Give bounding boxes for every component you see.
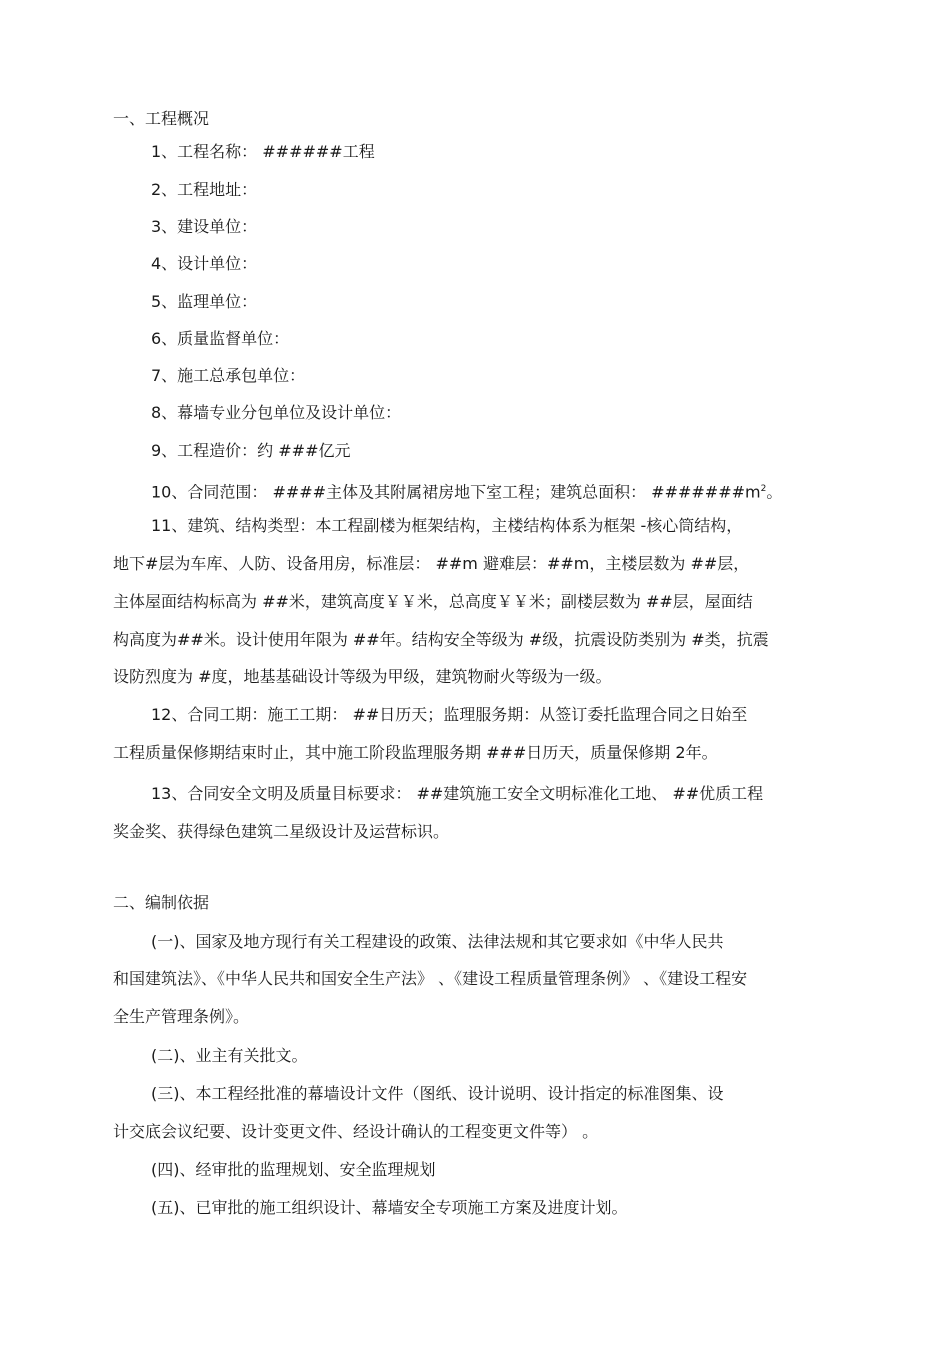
section-heading-overview: 一、工程概况 [113, 109, 210, 128]
item-design-unit: 4、设计单位： [151, 254, 258, 273]
basis-item-3-line-2: 计交底会议纪要、设计变更文件、经设计确认的工程变更文件等） 。 [113, 1122, 599, 1141]
item-contract-scope [151, 479, 782, 502]
contract-scope-text: 10、合同范围： ####主体及其附属裙房地下室工程；建筑总面积： #######m [151, 482, 761, 502]
basis-item-1-line-2: 和国建筑法》、《中华人民共和国安全生产法》 、《建设工程质量管理条例》 、《建设工程安 [113, 969, 748, 988]
section-heading-basis: 二、编制依据 [113, 893, 210, 912]
item-owner-unit: 3、建设单位： [151, 217, 258, 236]
basis-item-1-line-1: (一)、国家及地方现行有关工程建设的政策、法律法规和其它要求如《中华人民共 [151, 932, 724, 951]
item-structure-type-line-3: 主体屋面结构标高为 ##米，建筑高度￥￥米，总高度￥￥米；副楼层数为 ##层，屋面结 [113, 592, 753, 611]
basis-item-1-line-3: 全生产管理条例》。 [113, 1007, 250, 1026]
item-contract-period-line-1: 12、合同工期：施工工期： ##日历天；监理服务期：从签订委托监理合同之日始至 [151, 705, 748, 724]
item-safety-quality-goals-line-2: 奖金奖、获得绿色建筑二星级设计及运营标识。 [113, 822, 450, 841]
contract-scope-tail: 。 [766, 482, 783, 502]
item-project-cost: 9、工程造价：约 ###亿元 [151, 441, 351, 460]
item-project-address: 2、工程地址： [151, 180, 258, 199]
item-general-contractor: 7、施工总承包单位： [151, 366, 306, 385]
item-structure-type-line-4: 构高度为##米。设计使用年限为 ##年。结构安全等级为 #级，抗震设防类别为 #类，抗震 [113, 630, 769, 649]
basis-item-2: (二)、业主有关批文。 [151, 1046, 308, 1065]
item-structure-type-line-1: 11、建筑、结构类型：本工程副楼为框架结构，主楼结构体系为框架 -核心筒结构， [151, 516, 743, 535]
basis-item-4: (四)、经审批的监理规划、安全监理规划 [151, 1160, 436, 1179]
area-unit-superscript: 2 [760, 484, 767, 494]
item-project-name: 1、工程名称： ######工程 [151, 142, 375, 161]
item-structure-type-line-2: 地下#层为车库、人防、设备用房，标准层： ##m 避难层：##m，主楼层数为 ##层， [113, 554, 750, 573]
item-contract-period-line-2: 工程质量保修期结束时止，其中施工阶段监理服务期 ###日历天，质量保修期 2年。 [113, 743, 718, 762]
basis-item-5: (五)、已审批的施工组织设计、幕墙安全专项施工方案及进度计划。 [151, 1198, 628, 1217]
item-quality-supervision-unit: 6、质量监督单位： [151, 329, 290, 348]
basis-item-3-line-1: (三)、本工程经批准的幕墙设计文件（图纸、设计说明、设计指定的标准图集、设 [151, 1084, 724, 1103]
item-supervision-unit: 5、监理单位： [151, 292, 258, 311]
item-curtain-wall-subcontractor: 8、幕墙专业分包单位及设计单位： [151, 403, 402, 422]
item-safety-quality-goals-line-1: 13、合同安全文明及质量目标要求： ##建筑施工安全文明标准化工地、 ##优质工程 [151, 784, 764, 803]
item-structure-type-line-5: 设防烈度为 #度，地基基础设计等级为甲级，建筑物耐火等级为一级。 [113, 667, 612, 686]
